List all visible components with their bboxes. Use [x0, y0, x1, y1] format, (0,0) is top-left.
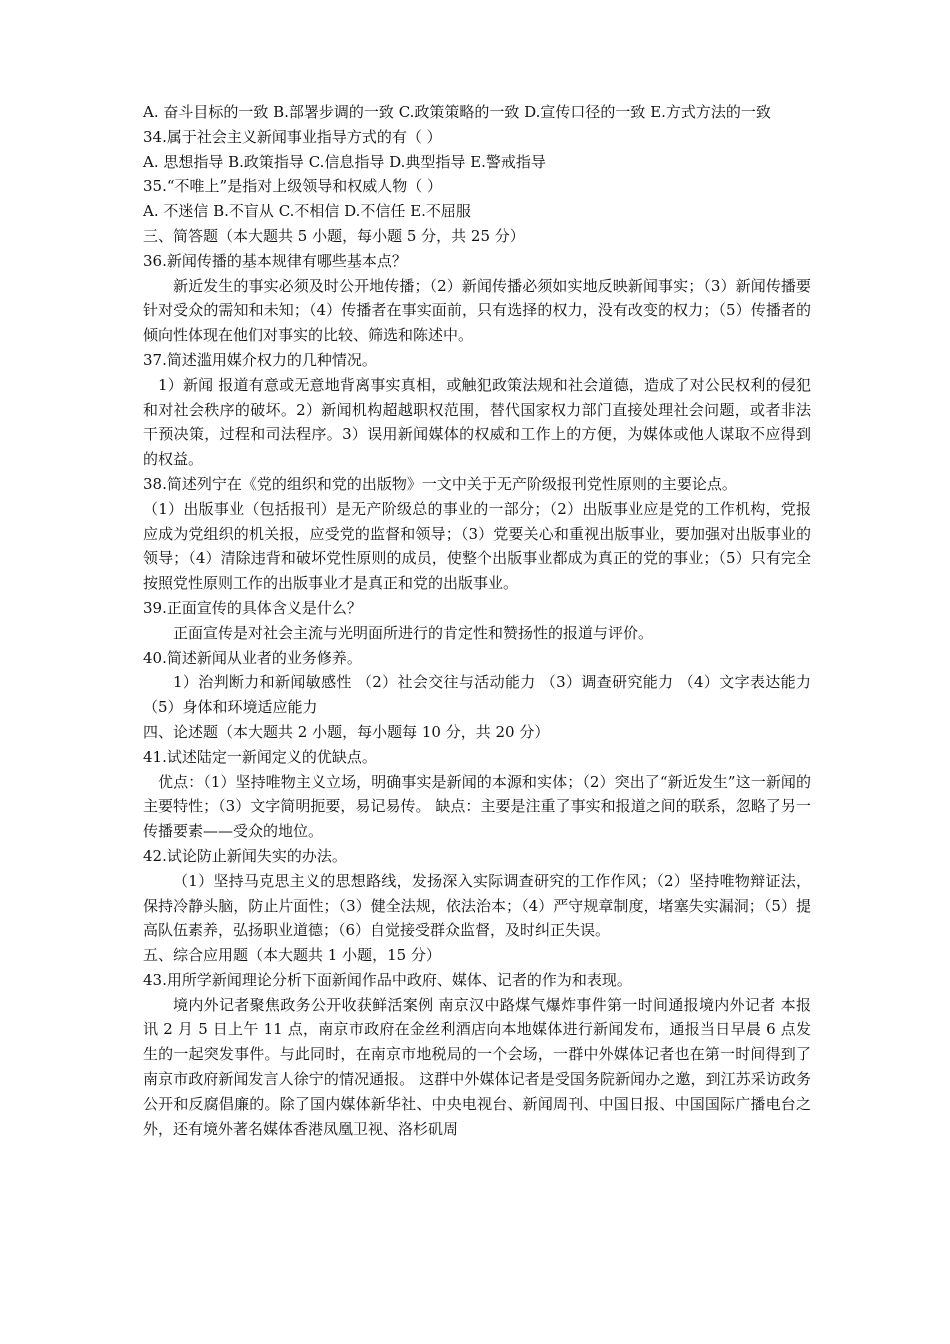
answer-40: 1）治判断力和新闻敏感性 （2）社会交往与活动能力 （3）调查研究能力 （4）文字表达能力（5）身体和环境适应能力 [143, 673, 811, 717]
question-38: 38.简述列宁在《党的组织和党的出版物》一文中关于无产阶级报刊党性原则的主要论点。 [143, 474, 737, 493]
answer-39: 正面宣传是对社会主流与光明面所进行的肯定性和赞扬性的报道与评价。 [173, 623, 654, 642]
question-37: 37.简述滥用媒介权力的几种情况。 [143, 350, 377, 369]
answer-41: 优点：（1）坚持唯物主义立场，明确事实是新闻的本源和实体；（2）突出了“新近发生”这一新闻的主要特性；（3）文字简明扼要，易记易传。 缺点：主要是注重了事实和报道之间的联系，忽略了另一传播要素——受众的地位。 [143, 772, 811, 841]
section-heading-3: 三、简答题（本大题共 5 小题，每小题 5 分，共 25 分） [143, 226, 525, 245]
q33-options: A. 奋斗目标的一致 B.部署步调的一致 C.政策策略的一致 D.宣传口径的一致 E.方式方法的一致 [143, 103, 771, 121]
answer-43: 境内外记者聚焦政务公开收获鲜活案例 南京汉中路煤气爆炸事件第一时间通报境内外记者 本报讯 2 月 5 日上午 11 点，南京市政府在金丝利酒店向本地媒体进行新闻发布，通报当日早晨 6 点发生的一起突发事件。与此同时，在南京市地税局的一个会场，一群中外媒体记者也在第一时间得到了南京市政府新闻发言人徐宁的情况通报。 这群中外媒体记者是受国务院新闻办之邀，到江苏采访政务公开和反腐倡廉的。除了国内媒体新华社、中央电视台、新闻周刊、中国日报、中国国际广播电台之外，还有境外著名媒体香港凤凰卫视、洛杉矶周 [143, 995, 811, 1138]
q35-options: A. 不迷信 B.不盲从 C.不相信 D.不信任 E.不屈服 [143, 202, 471, 221]
section-heading-5: 五、综合应用题（本大题共 1 小题，15 分） [143, 946, 441, 965]
answer-42: （1）坚持马克思主义的思想路线，发扬深入实际调查研究的工作作风；（2）坚持唯物辩证法，保持冷静头脑，防止片面性；（3）健全法规，依法治本；（4）严守规章制度，堵塞失实漏洞；（5）提高队伍素养，弘扬职业道德；（6）自觉接受群众监督，及时纠正失误。 [143, 871, 811, 940]
question-42: 42.试论防止新闻失实的办法。 [143, 846, 347, 865]
answer-38: （1）出版事业（包括报刊）是无产阶级总的事业的一部分；（2）出版事业应是党的工作机构，党报应成为党组织的机关报，应受党的监督和领导；（3）党要关心和重视出版事业，要加强对出版事业的领导；（4）清除违背和破坏党性原则的成员，使整个出版事业都成为真正的党的事业；（5）只有完全按照党性原则工作的出版事业才是真正和党的出版事业。 [143, 499, 811, 593]
question-36: 36.新闻传播的基本规律有哪些基本点？ [143, 251, 407, 270]
answer-37: 1）新闻 报道有意或无意地背离事实真相，或触犯政策法规和社会道德，造成了对公民权利的侵犯和对社会秩序的破坏。2）新闻机构超越职权范围，替代国家权力部门直接处理社会问题，或者非法干预决策，过程和司法程序。3）误用新闻媒体的权威和工作上的方便，为媒体或他人谋取不应得到的权益。 [143, 375, 811, 469]
question-40: 40.简述新闻从业者的业务修养。 [143, 648, 362, 667]
answer-36: 新近发生的事实必须及时公开地传播；（2）新闻传播必须如实地反映新闻事实；（3）新闻传播要针对受众的需知和未知；（4）传播者在事实面前，只有选择的权力，没有改变的权力；（5）传播者的倾向性体现在他们对事实的比较、筛选和陈述中。 [143, 276, 811, 345]
question-35: 35.“不唯上”是指对上级领导和权威人物（ ） [143, 177, 442, 196]
question-41: 41.试述陆定一新闻定义的优缺点。 [143, 747, 377, 766]
document-page [143, 100, 811, 1141]
question-43: 43.用所学新闻理论分析下面新闻作品中政府、媒体、记者的作为和表现。 [143, 970, 632, 989]
section-heading-4: 四、论述题（本大题共 2 小题，每小题每 10 分，共 20 分） [143, 722, 550, 741]
question-34: 34.属于社会主义新闻事业指导方式的有（ ） [143, 127, 442, 146]
question-39: 39.正面宣传的具体含义是什么？ [143, 598, 362, 617]
q34-options: A. 思想指导 B.政策指导 C.信息指导 D.典型指导 E.警戒指导 [143, 152, 546, 171]
